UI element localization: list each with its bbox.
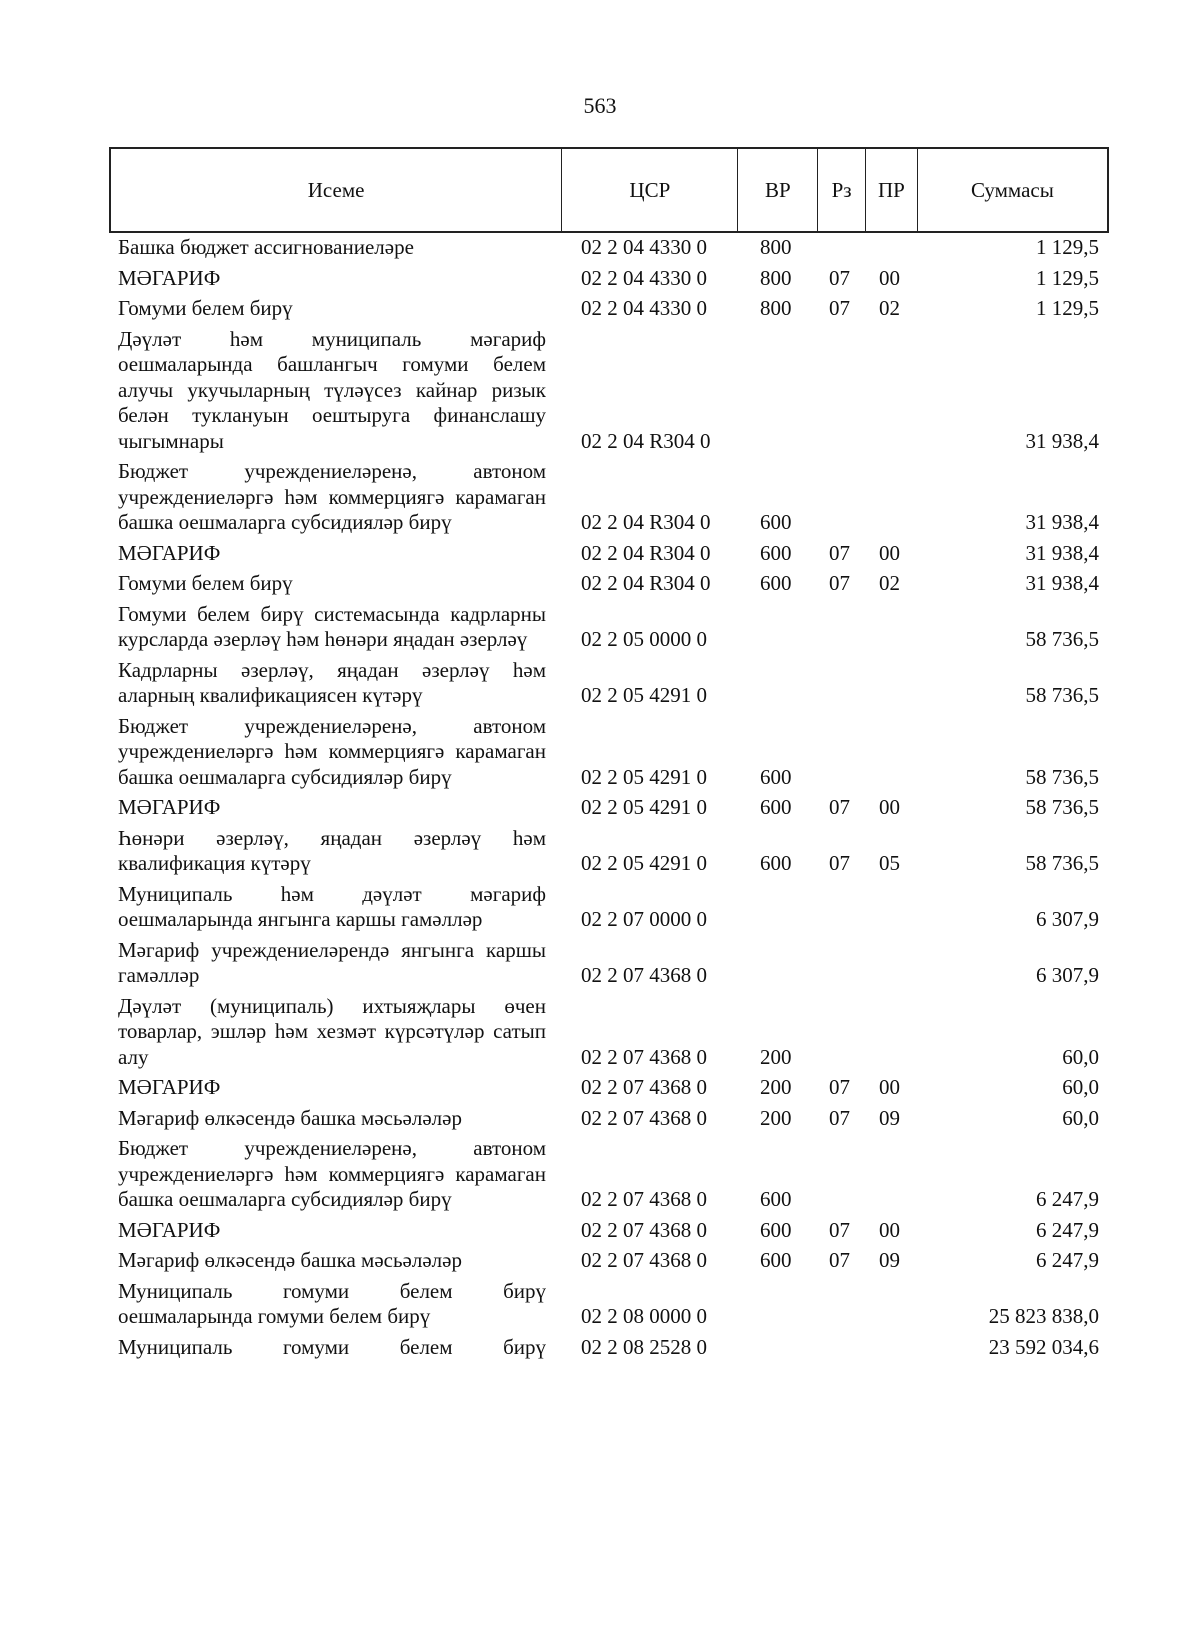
row-name: Бюджет учреждениеләренә, автоном учреждениеләргә һәм коммерциягә карамаган башка оешмаларга субсидияләр бирү <box>118 459 546 534</box>
row-sum: 58 736,5 <box>1025 851 1099 875</box>
table-row <box>109 795 1109 821</box>
header-sum: Суммасы <box>970 177 1054 202</box>
table-row <box>109 938 1109 989</box>
row-name: МӘГАРИФ <box>118 265 221 290</box>
table-row <box>109 658 1109 709</box>
header-pr: ПР <box>866 149 918 231</box>
row-name: Дәүләт һәм муниципаль мәгариф оешмаларында башлангыч гомуми белем алучы укучыларның түләүсез кайнар ризык белән туклануын оештыруга финанслашу чыгымнары <box>118 326 546 453</box>
row-vr: 200 <box>760 1075 792 1099</box>
table-row <box>109 1335 1109 1361</box>
row-sum: 31 938,4 <box>1025 540 1099 565</box>
page-number: 563 <box>583 93 617 118</box>
row-vr: 600 <box>760 851 792 875</box>
row-pr: 05 <box>879 851 900 875</box>
row-sum: 58 736,5 <box>1025 795 1099 819</box>
table-row <box>109 826 1109 877</box>
row-csr: 02 2 08 2528 0 <box>581 1334 707 1359</box>
row-csr: 02 2 07 4368 0 <box>581 1075 707 1099</box>
row-csr: 02 2 07 4368 0 <box>581 1105 707 1130</box>
row-pr: 00 <box>879 540 900 565</box>
row-sum: 6 247,9 <box>1036 1217 1099 1242</box>
row-csr: 02 2 05 4291 0 <box>581 764 707 789</box>
table-row <box>109 1075 1109 1101</box>
row-csr: 02 2 04 R304 0 <box>581 540 711 565</box>
table-row <box>109 1136 1109 1213</box>
row-rz: 07 <box>829 540 850 565</box>
table-body <box>109 235 1109 1365</box>
row-vr: 600 <box>760 795 792 819</box>
table-row <box>109 266 1109 292</box>
row-csr: 02 2 04 R304 0 <box>581 428 711 453</box>
row-csr: 02 2 07 0000 0 <box>581 907 707 931</box>
row-name: Һөнәри әзерләү, яңадан әзерләү һәм квалификация күтәрү <box>118 825 546 875</box>
row-sum: 1 129,5 <box>1036 296 1099 320</box>
row-sum: 6 247,9 <box>1036 1248 1099 1272</box>
table-row <box>109 714 1109 791</box>
row-csr: 02 2 04 4330 0 <box>581 265 707 290</box>
row-name: МӘГАРИФ <box>118 795 221 819</box>
row-sum: 6 307,9 <box>1036 963 1099 987</box>
row-csr: 02 2 07 4368 0 <box>581 1217 707 1242</box>
row-csr: 02 2 07 4368 0 <box>581 1187 707 1211</box>
row-rz: 07 <box>829 851 850 875</box>
row-name: МӘГАРИФ <box>118 540 221 565</box>
row-csr: 02 2 07 4368 0 <box>581 1248 707 1272</box>
row-vr: 600 <box>760 571 792 595</box>
row-vr: 800 <box>760 296 792 320</box>
row-name: Башка бюджет ассигнованиеләре <box>118 235 414 259</box>
row-sum: 1 129,5 <box>1036 265 1099 290</box>
row-csr: 02 2 05 4291 0 <box>581 851 707 875</box>
row-name: Мәгариф өлкәсендә башка мәсьәләләр <box>118 1248 462 1272</box>
row-rz: 07 <box>829 1217 850 1242</box>
row-vr: 600 <box>760 1217 792 1242</box>
row-name: Мәгариф учреждениеләрендә янгынга каршы гамәлләр <box>118 937 546 987</box>
row-sum: 58 736,5 <box>1025 627 1099 651</box>
row-csr: 02 2 05 4291 0 <box>581 795 707 819</box>
row-rz: 07 <box>829 1105 850 1130</box>
table-row <box>109 459 1109 536</box>
row-pr: 00 <box>879 1217 900 1242</box>
row-sum: 58 736,5 <box>1025 764 1099 789</box>
row-vr: 600 <box>760 1248 792 1272</box>
row-vr: 600 <box>760 764 792 789</box>
row-sum: 31 938,4 <box>1025 510 1099 534</box>
row-vr: 200 <box>760 1044 792 1069</box>
row-sum: 60,0 <box>1062 1044 1099 1069</box>
row-sum: 60,0 <box>1062 1075 1099 1099</box>
row-csr: 02 2 07 4368 0 <box>581 1044 707 1069</box>
row-vr: 800 <box>760 235 792 259</box>
row-vr: 800 <box>760 265 792 290</box>
row-name: Муниципаль гомуми белем бирү оешмаларында гомуми белем бирү <box>118 1278 546 1328</box>
row-csr: 02 2 04 4330 0 <box>581 235 707 259</box>
row-sum: 6 307,9 <box>1036 907 1099 931</box>
header-name: Исеме <box>111 149 562 231</box>
row-csr: 02 2 05 0000 0 <box>581 627 707 651</box>
row-sum: 1 129,5 <box>1036 235 1099 259</box>
table-row <box>109 1279 1109 1330</box>
row-csr: 02 2 08 0000 0 <box>581 1304 707 1328</box>
row-vr: 600 <box>760 1187 792 1211</box>
table-row <box>109 1106 1109 1132</box>
row-rz: 07 <box>829 265 850 290</box>
table-row <box>109 994 1109 1071</box>
table-row <box>109 296 1109 322</box>
table-row <box>109 327 1109 455</box>
row-name: Бюджет учреждениеләренә, автоном учреждениеләргә һәм коммерциягә карамаган башка оешмаларга субсидияләр бирү <box>118 713 546 789</box>
header-csr: ЦСР <box>562 149 738 231</box>
row-name: Муниципаль гомуми белем бирү <box>118 1334 546 1359</box>
row-csr: 02 2 04 4330 0 <box>581 296 707 320</box>
row-pr: 09 <box>879 1248 900 1272</box>
row-sum: 23 592 034,6 <box>988 1334 1099 1359</box>
row-csr: 02 2 04 R304 0 <box>581 510 711 534</box>
table-header <box>109 147 1109 233</box>
row-sum: 6 247,9 <box>1036 1187 1099 1211</box>
row-csr: 02 2 07 4368 0 <box>581 963 707 987</box>
row-name: Муниципаль һәм дәүләт мәгариф оешмаларында янгынга каршы гамәлләр <box>118 881 546 931</box>
row-rz: 07 <box>829 1248 850 1272</box>
table-row <box>109 1248 1109 1274</box>
row-sum: 25 823 838,0 <box>988 1304 1099 1328</box>
row-sum: 31 938,4 <box>1025 571 1099 595</box>
row-pr: 02 <box>879 571 900 595</box>
row-sum: 60,0 <box>1062 1105 1099 1130</box>
row-name: Мәгариф өлкәсендә башка мәсьәләләр <box>118 1105 462 1130</box>
row-name: Дәүләт (муниципаль) ихтыяҗлары өчен товарлар, эшләр һәм хезмәт күрсәтүләр сатып алу <box>118 993 546 1069</box>
row-name: Бюджет учреждениеләренә, автоном учреждениеләргә һәм коммерциягә карамаган башка оешмаларга субсидияләр бирү <box>118 1136 546 1211</box>
row-name: Гомуми белем бирү системасында кадрларны курсларда әзерләү һәм һөнәри яңадан әзерләү <box>118 601 546 651</box>
row-csr: 02 2 05 4291 0 <box>581 683 707 707</box>
row-rz: 07 <box>829 795 850 819</box>
row-vr: 600 <box>760 540 792 565</box>
row-name: Гомуми белем бирү <box>118 571 293 595</box>
table-row <box>109 235 1109 261</box>
row-name: Кадрларны әзерләү, яңадан әзерләү һәм аларның квалификациясен күтәрү <box>118 657 546 707</box>
row-pr: 00 <box>879 795 900 819</box>
table-row <box>109 1218 1109 1244</box>
table-row <box>109 541 1109 567</box>
row-rz: 07 <box>829 296 850 320</box>
row-name: МӘГАРИФ <box>118 1075 221 1099</box>
row-vr: 600 <box>760 510 792 534</box>
row-rz: 07 <box>829 571 850 595</box>
row-sum: 31 938,4 <box>1025 428 1099 453</box>
row-sum: 58 736,5 <box>1025 683 1099 707</box>
row-vr: 200 <box>760 1105 792 1130</box>
table-row <box>109 571 1109 597</box>
table-row <box>109 882 1109 933</box>
row-pr: 00 <box>879 1075 900 1099</box>
row-rz: 07 <box>829 1075 850 1099</box>
row-pr: 09 <box>879 1105 900 1130</box>
header-vr: ВР <box>738 149 818 231</box>
row-csr: 02 2 04 R304 0 <box>581 571 711 595</box>
row-name: Гомуми белем бирү <box>118 296 293 320</box>
row-pr: 02 <box>879 296 900 320</box>
header-rz: Рз <box>818 149 866 231</box>
row-pr: 00 <box>879 265 900 290</box>
table-row <box>109 602 1109 653</box>
row-name: МӘГАРИФ <box>118 1217 221 1242</box>
